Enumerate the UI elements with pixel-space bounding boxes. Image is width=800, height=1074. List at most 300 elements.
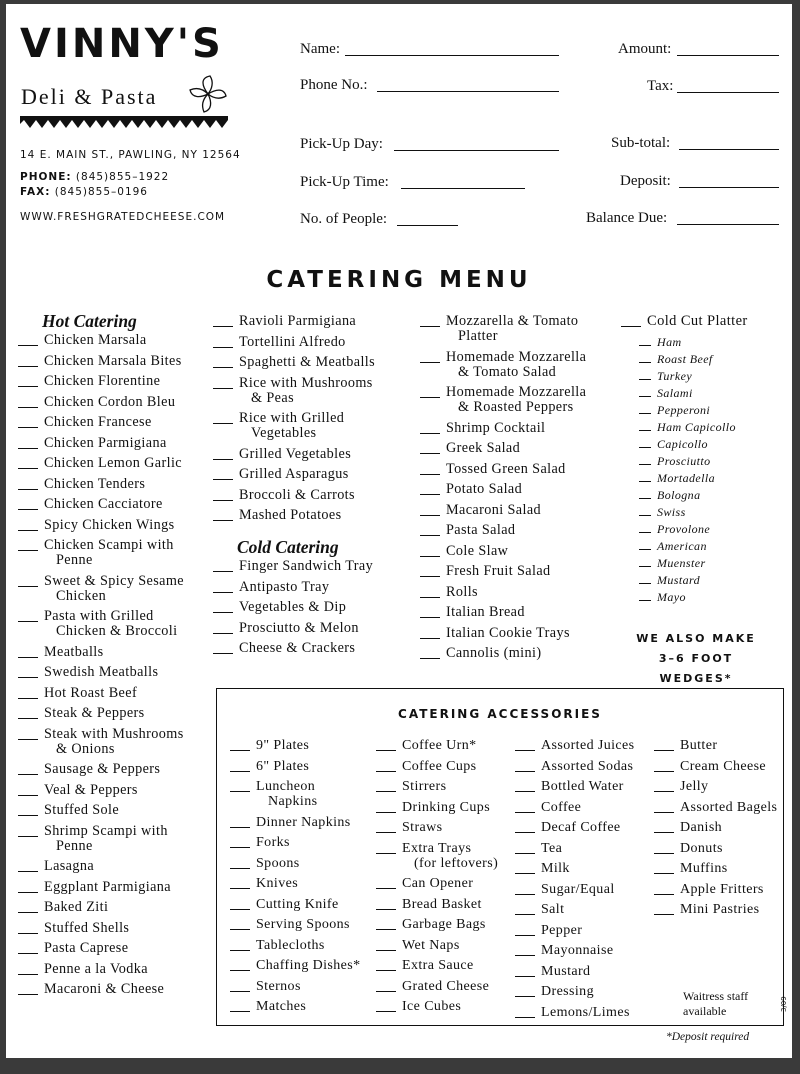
- item-label: Mayonnaise: [541, 943, 614, 958]
- cold-cut-option[interactable]: [639, 522, 786, 536]
- cold-cut-option[interactable]: [639, 335, 786, 349]
- menu-item[interactable]: [230, 999, 375, 1014]
- checkbox-blank[interactable]: [376, 895, 396, 910]
- checkbox-blank[interactable]: [515, 859, 535, 874]
- menu-item[interactable]: [420, 462, 620, 477]
- phone-no-label: Phone No.:: [300, 77, 368, 93]
- item-label: Butter: [680, 738, 718, 753]
- cold-cut-option[interactable]: [639, 590, 786, 604]
- menu-item[interactable]: [18, 941, 216, 956]
- checkbox-blank[interactable]: [18, 413, 38, 428]
- website: WWW.FRESHGRATEDCHEESE.COM: [20, 211, 226, 223]
- checkbox-blank[interactable]: [213, 578, 233, 593]
- checkbox-blank[interactable]: [376, 839, 396, 854]
- menu-item[interactable]: [515, 923, 655, 938]
- checkbox-blank[interactable]: [18, 352, 38, 367]
- checkbox-blank[interactable]: [376, 956, 396, 971]
- checkbox-blank[interactable]: [213, 465, 233, 480]
- menu-item[interactable]: [654, 861, 784, 876]
- item-label: Shrimp Cocktail: [446, 419, 546, 436]
- checkbox-blank[interactable]: [230, 895, 250, 910]
- checkbox-blank[interactable]: [18, 572, 38, 587]
- menu-item[interactable]: [213, 621, 413, 636]
- checkbox-blank[interactable]: [18, 781, 38, 796]
- checkbox-blank[interactable]: [18, 980, 38, 995]
- checkbox-blank[interactable]: [18, 822, 38, 837]
- checkbox-blank[interactable]: [18, 475, 38, 490]
- checkbox-blank[interactable]: [376, 874, 396, 889]
- menu-item[interactable]: [654, 759, 784, 774]
- checkbox-blank[interactable]: [420, 439, 440, 454]
- checkbox-blank[interactable]: [18, 898, 38, 913]
- checkbox-blank[interactable]: [376, 777, 396, 792]
- item-label: Tea: [541, 840, 563, 856]
- menu-item[interactable]: [420, 626, 620, 641]
- checkbox-blank[interactable]: [213, 598, 233, 613]
- menu-item[interactable]: [18, 783, 216, 798]
- menu-item[interactable]: [420, 350, 620, 380]
- checkbox-blank[interactable]: [213, 312, 233, 327]
- menu-item[interactable]: [18, 477, 216, 492]
- menu-item[interactable]: [376, 999, 516, 1014]
- menu-item[interactable]: [376, 938, 516, 953]
- menu-item[interactable]: [18, 497, 216, 512]
- checkbox-blank[interactable]: [654, 798, 674, 813]
- item-label: Antipasto Tray: [239, 578, 330, 595]
- checkbox-blank[interactable]: [213, 506, 233, 521]
- checkbox-blank[interactable]: [420, 480, 440, 495]
- checkbox-blank[interactable]: [18, 960, 38, 975]
- checkbox-blank[interactable]: [639, 571, 651, 584]
- checkbox-blank[interactable]: [654, 757, 674, 772]
- item-label: Mashed Potatoes: [239, 507, 342, 523]
- checkbox-blank[interactable]: [420, 312, 440, 327]
- checkbox-blank[interactable]: [376, 818, 396, 833]
- checkbox-blank[interactable]: [213, 353, 233, 368]
- menu-item[interactable]: [376, 917, 516, 932]
- item-label: Steak & Peppers: [44, 705, 145, 721]
- phone-no-field[interactable]: [377, 91, 559, 92]
- checkbox-blank[interactable]: [654, 859, 674, 874]
- menu-item[interactable]: [18, 333, 216, 348]
- menu-item[interactable]: [213, 580, 413, 595]
- item-label: Chicken Scampi with Penne: [44, 537, 174, 568]
- brand-name: VINNY'S: [20, 21, 224, 67]
- checkbox-blank[interactable]: [18, 372, 38, 387]
- checkbox-blank[interactable]: [420, 624, 440, 639]
- menu-item[interactable]: [654, 820, 784, 835]
- menu-item[interactable]: [18, 686, 216, 701]
- checkbox-blank[interactable]: [18, 536, 38, 551]
- checkbox-blank[interactable]: [376, 915, 396, 930]
- checkbox-blank[interactable]: [639, 452, 651, 465]
- checkbox-blank[interactable]: [420, 460, 440, 475]
- checkbox-blank[interactable]: [213, 557, 233, 572]
- checkbox-blank[interactable]: [230, 874, 250, 889]
- people-field[interactable]: [397, 225, 458, 226]
- menu-item[interactable]: [230, 779, 375, 809]
- wedges-line1: WE ALSO MAKE: [636, 632, 756, 645]
- amount-field[interactable]: [677, 55, 779, 56]
- checkbox-blank[interactable]: [213, 374, 233, 389]
- menu-item[interactable]: [515, 820, 655, 835]
- checkbox-blank[interactable]: [515, 921, 535, 936]
- checkbox-blank[interactable]: [230, 936, 250, 951]
- zigzag-divider: [20, 116, 228, 128]
- menu-item[interactable]: [213, 600, 413, 615]
- menu-item[interactable]: [230, 815, 375, 830]
- checkbox-blank[interactable]: [213, 639, 233, 654]
- menu-item[interactable]: [18, 859, 216, 874]
- checkbox-blank[interactable]: [213, 486, 233, 501]
- checkbox-blank[interactable]: [18, 331, 38, 346]
- menu-item[interactable]: [420, 503, 620, 518]
- menu-item[interactable]: [376, 876, 516, 891]
- cold-cut-column: [621, 314, 786, 607]
- menu-item[interactable]: [18, 921, 216, 936]
- menu-item[interactable]: [515, 861, 655, 876]
- menu-item[interactable]: [213, 467, 413, 482]
- menu-item[interactable]: [18, 395, 216, 410]
- menu-item[interactable]: [213, 314, 413, 329]
- menu-item[interactable]: [515, 738, 655, 753]
- checkbox-blank[interactable]: [621, 312, 641, 327]
- menu-item[interactable]: [420, 605, 620, 620]
- checkbox-blank[interactable]: [18, 704, 38, 719]
- cold-cut-option[interactable]: [639, 539, 786, 553]
- menu-item[interactable]: [230, 835, 375, 850]
- item-label: Ravioli Parmigiana: [239, 313, 357, 329]
- checkbox-blank[interactable]: [230, 833, 250, 848]
- item-label: Chicken Parmigiana: [44, 434, 167, 451]
- checkbox-blank[interactable]: [420, 348, 440, 363]
- checkbox-blank[interactable]: [639, 537, 651, 550]
- checkbox-blank[interactable]: [639, 486, 651, 499]
- checkbox-blank[interactable]: [420, 583, 440, 598]
- tax-label: Tax:: [647, 78, 674, 94]
- checkbox-blank[interactable]: [515, 757, 535, 772]
- checkbox-blank[interactable]: [515, 777, 535, 792]
- cold-cut-option[interactable]: [639, 573, 786, 587]
- menu-item[interactable]: [420, 441, 620, 456]
- menu-item[interactable]: [18, 538, 216, 568]
- balance-field[interactable]: [677, 224, 779, 225]
- checkbox-blank[interactable]: [420, 501, 440, 516]
- cold-cut-option[interactable]: [639, 352, 786, 366]
- checkbox-blank[interactable]: [639, 333, 651, 346]
- checkbox-blank[interactable]: [515, 941, 535, 956]
- checkbox-blank[interactable]: [654, 900, 674, 915]
- checkbox-blank[interactable]: [18, 643, 38, 658]
- checkbox-blank[interactable]: [420, 542, 440, 557]
- menu-item[interactable]: [18, 436, 216, 451]
- checkbox-blank[interactable]: [654, 736, 674, 751]
- menu-item[interactable]: [213, 411, 413, 441]
- checkbox-blank[interactable]: [18, 939, 38, 954]
- menu-item[interactable]: [654, 841, 784, 856]
- checkbox-blank[interactable]: [230, 977, 250, 992]
- cold-cut-option[interactable]: [639, 454, 786, 468]
- menu-item[interactable]: [420, 482, 620, 497]
- checkbox-blank[interactable]: [515, 880, 535, 895]
- menu-item[interactable]: [18, 824, 216, 854]
- item-label: Roast Beef: [657, 351, 713, 366]
- checkbox-blank[interactable]: [639, 503, 651, 516]
- menu-item[interactable]: [18, 706, 216, 721]
- checkbox-blank[interactable]: [18, 516, 38, 531]
- menu-item[interactable]: [515, 902, 655, 917]
- pasta-sides-list: [213, 314, 413, 523]
- cold-cut-option[interactable]: [639, 488, 786, 502]
- name-field[interactable]: [345, 55, 559, 56]
- menu-item[interactable]: [515, 841, 655, 856]
- checkbox-blank[interactable]: [213, 445, 233, 460]
- checkbox-blank[interactable]: [515, 900, 535, 915]
- checkbox-blank[interactable]: [654, 818, 674, 833]
- wedges-line2: 3–6 FOOT WEDGES*: [658, 652, 734, 685]
- menu-item[interactable]: [18, 962, 216, 977]
- menu-item[interactable]: [515, 800, 655, 815]
- checkbox-blank[interactable]: [213, 619, 233, 634]
- menu-item[interactable]: [654, 902, 784, 917]
- checkbox-blank[interactable]: [18, 684, 38, 699]
- brand-subtitle: Deli & Pasta: [21, 84, 158, 109]
- menu-item[interactable]: [230, 917, 375, 932]
- checkbox-blank[interactable]: [213, 409, 233, 424]
- menu-item[interactable]: [376, 759, 516, 774]
- menu-item[interactable]: [654, 882, 784, 897]
- menu-item[interactable]: [420, 385, 620, 415]
- checkbox-blank[interactable]: [230, 777, 250, 792]
- menu-item[interactable]: [376, 820, 516, 835]
- menu-item[interactable]: [420, 585, 620, 600]
- checkbox-blank[interactable]: [376, 736, 396, 751]
- item-label: Meatballs: [44, 643, 104, 660]
- checkbox-blank[interactable]: [639, 367, 651, 380]
- menu-item[interactable]: [230, 856, 375, 871]
- item-label: Luncheon Napkins: [256, 779, 318, 809]
- item-label: 6" Plates: [256, 758, 310, 774]
- menu-item[interactable]: [376, 958, 516, 973]
- menu-item[interactable]: [18, 374, 216, 389]
- cold-cut-option[interactable]: [639, 420, 786, 434]
- checkbox-blank[interactable]: [230, 997, 250, 1012]
- checkbox-blank[interactable]: [639, 588, 651, 601]
- checkbox-blank[interactable]: [654, 839, 674, 854]
- item-label: Chicken Marsala: [44, 332, 147, 348]
- menu-item[interactable]: [230, 897, 375, 912]
- checkbox-blank[interactable]: [420, 562, 440, 577]
- pickup-day-field[interactable]: [394, 150, 559, 151]
- item-label: Forks: [256, 835, 290, 850]
- menu-item[interactable]: [420, 421, 620, 436]
- checkbox-blank[interactable]: [654, 777, 674, 792]
- menu-item[interactable]: [18, 803, 216, 818]
- cold-cut-option[interactable]: [639, 369, 786, 383]
- menu-item[interactable]: [18, 900, 216, 915]
- checkbox-blank[interactable]: [376, 977, 396, 992]
- menu-item[interactable]: [515, 943, 655, 958]
- checkbox-blank[interactable]: [515, 818, 535, 833]
- checkbox-blank[interactable]: [18, 663, 38, 678]
- menu-item[interactable]: [376, 779, 516, 794]
- menu-item[interactable]: [515, 779, 655, 794]
- menu-item[interactable]: [420, 544, 620, 559]
- menu-item[interactable]: [376, 738, 516, 753]
- checkbox-blank[interactable]: [230, 813, 250, 828]
- item-label: Coffee Urn*: [402, 738, 477, 753]
- menu-item[interactable]: [213, 447, 413, 462]
- checkbox-blank[interactable]: [639, 469, 651, 482]
- checkbox-blank[interactable]: [639, 520, 651, 533]
- checkbox-blank[interactable]: [230, 915, 250, 930]
- menu-item[interactable]: [230, 738, 375, 753]
- checkbox-blank[interactable]: [376, 936, 396, 951]
- menu-item[interactable]: [230, 979, 375, 994]
- cold-cut-option[interactable]: [639, 556, 786, 570]
- checkbox-blank[interactable]: [18, 454, 38, 469]
- pickup-time-field[interactable]: [401, 188, 525, 189]
- menu-item[interactable]: [376, 800, 516, 815]
- checkbox-blank[interactable]: [213, 333, 233, 348]
- menu-item[interactable]: [230, 938, 375, 953]
- menu-item[interactable]: [18, 609, 216, 639]
- cold-cut-option[interactable]: [639, 403, 786, 417]
- menu-item[interactable]: [18, 982, 216, 997]
- item-label: Homemade Mozzarella & Roasted Peppers: [446, 384, 587, 415]
- menu-item[interactable]: [376, 897, 516, 912]
- checkbox-blank[interactable]: [18, 760, 38, 775]
- checkbox-blank[interactable]: [639, 384, 651, 397]
- checkbox-blank[interactable]: [420, 521, 440, 536]
- deposit-field[interactable]: [679, 187, 779, 188]
- menu-item[interactable]: [376, 979, 516, 994]
- menu-item[interactable]: [18, 762, 216, 777]
- checkbox-blank[interactable]: [376, 798, 396, 813]
- checkbox-blank[interactable]: [18, 393, 38, 408]
- item-label: Pepperoni: [657, 402, 711, 417]
- menu-item[interactable]: [420, 523, 620, 538]
- item-label: Pasta with Grilled Chicken & Broccoli: [44, 608, 178, 639]
- checkbox-blank[interactable]: [639, 554, 651, 567]
- checkbox-blank[interactable]: [18, 434, 38, 449]
- checkbox-blank[interactable]: [515, 1003, 535, 1018]
- checkbox-blank[interactable]: [639, 435, 651, 448]
- item-label: Ham Capicollo: [657, 419, 736, 434]
- checkbox-blank[interactable]: [420, 644, 440, 659]
- menu-item[interactable]: [18, 518, 216, 533]
- cold-cut-heading-item[interactable]: [621, 314, 786, 329]
- checkbox-blank[interactable]: [515, 839, 535, 854]
- checkbox-blank[interactable]: [230, 757, 250, 772]
- menu-item[interactable]: [18, 665, 216, 680]
- tax-field[interactable]: [677, 92, 779, 93]
- checkbox-blank[interactable]: [654, 880, 674, 895]
- menu-item[interactable]: [420, 564, 620, 579]
- checkbox-blank[interactable]: [18, 919, 38, 934]
- menu-item[interactable]: [213, 508, 413, 523]
- menu-item[interactable]: [213, 559, 413, 574]
- checkbox-blank[interactable]: [420, 383, 440, 398]
- checkbox-blank[interactable]: [18, 495, 38, 510]
- item-label: Chicken Tenders: [44, 475, 146, 492]
- checkbox-blank[interactable]: [18, 878, 38, 893]
- fax-label: FAX:: [20, 186, 51, 198]
- cold-cut-option[interactable]: [639, 386, 786, 400]
- menu-item[interactable]: [654, 779, 784, 794]
- menu-item[interactable]: [515, 1005, 655, 1020]
- checkbox-blank[interactable]: [376, 997, 396, 1012]
- checkbox-blank[interactable]: [18, 857, 38, 872]
- checkbox-blank[interactable]: [639, 418, 651, 431]
- item-label: Cutting Knife: [256, 896, 339, 912]
- checkbox-blank[interactable]: [515, 982, 535, 997]
- checkbox-blank[interactable]: [18, 607, 38, 622]
- menu-item[interactable]: [18, 456, 216, 471]
- menu-item[interactable]: [213, 376, 413, 406]
- menu-item[interactable]: [420, 314, 620, 344]
- item-label: Sugar/Equal: [541, 881, 615, 897]
- menu-item[interactable]: [18, 354, 216, 369]
- checkbox-blank[interactable]: [18, 725, 38, 740]
- menu-item[interactable]: [18, 880, 216, 895]
- menu-item[interactable]: [654, 738, 784, 753]
- checkbox-blank[interactable]: [420, 603, 440, 618]
- menu-item[interactable]: [213, 335, 413, 350]
- menu-item[interactable]: [515, 882, 655, 897]
- item-label: Milk: [541, 861, 570, 876]
- item-label: Sausage & Peppers: [44, 761, 161, 777]
- menu-item[interactable]: [654, 800, 784, 815]
- checkbox-blank[interactable]: [515, 736, 535, 751]
- menu-item[interactable]: [18, 727, 216, 757]
- menu-item[interactable]: [376, 841, 516, 871]
- checkbox-blank[interactable]: [639, 401, 651, 414]
- menu-item[interactable]: [213, 488, 413, 503]
- menu-item[interactable]: [230, 876, 375, 891]
- menu-item[interactable]: [515, 984, 655, 999]
- menu-item[interactable]: [213, 355, 413, 370]
- people-label: No. of People:: [300, 211, 388, 227]
- checkbox-blank[interactable]: [420, 419, 440, 434]
- checkbox-blank[interactable]: [639, 350, 651, 363]
- menu-item[interactable]: [420, 646, 620, 661]
- menu-item[interactable]: [18, 415, 216, 430]
- cold-cut-option[interactable]: [639, 437, 786, 451]
- subtotal-field[interactable]: [679, 149, 779, 150]
- checkbox-blank[interactable]: [230, 736, 250, 751]
- checkbox-blank[interactable]: [376, 757, 396, 772]
- checkbox-blank[interactable]: [230, 956, 250, 971]
- subtotal-label: Sub-total:: [611, 135, 671, 151]
- menu-item[interactable]: [515, 964, 655, 979]
- menu-item[interactable]: [230, 759, 375, 774]
- checkbox-blank[interactable]: [18, 801, 38, 816]
- menu-item[interactable]: [213, 641, 413, 656]
- cold-cut-option[interactable]: [639, 471, 786, 485]
- checkbox-blank[interactable]: [515, 798, 535, 813]
- menu-item[interactable]: [515, 759, 655, 774]
- menu-item[interactable]: [18, 645, 216, 660]
- item-label: Grilled Vegetables: [239, 445, 352, 462]
- cold-cut-option[interactable]: [639, 505, 786, 519]
- item-label: Chaffing Dishes*: [256, 958, 361, 973]
- item-label: Vegetables & Dip: [239, 599, 347, 615]
- menu-item[interactable]: [18, 574, 216, 604]
- checkbox-blank[interactable]: [230, 854, 250, 869]
- menu-item[interactable]: [230, 958, 375, 973]
- checkbox-blank[interactable]: [515, 962, 535, 977]
